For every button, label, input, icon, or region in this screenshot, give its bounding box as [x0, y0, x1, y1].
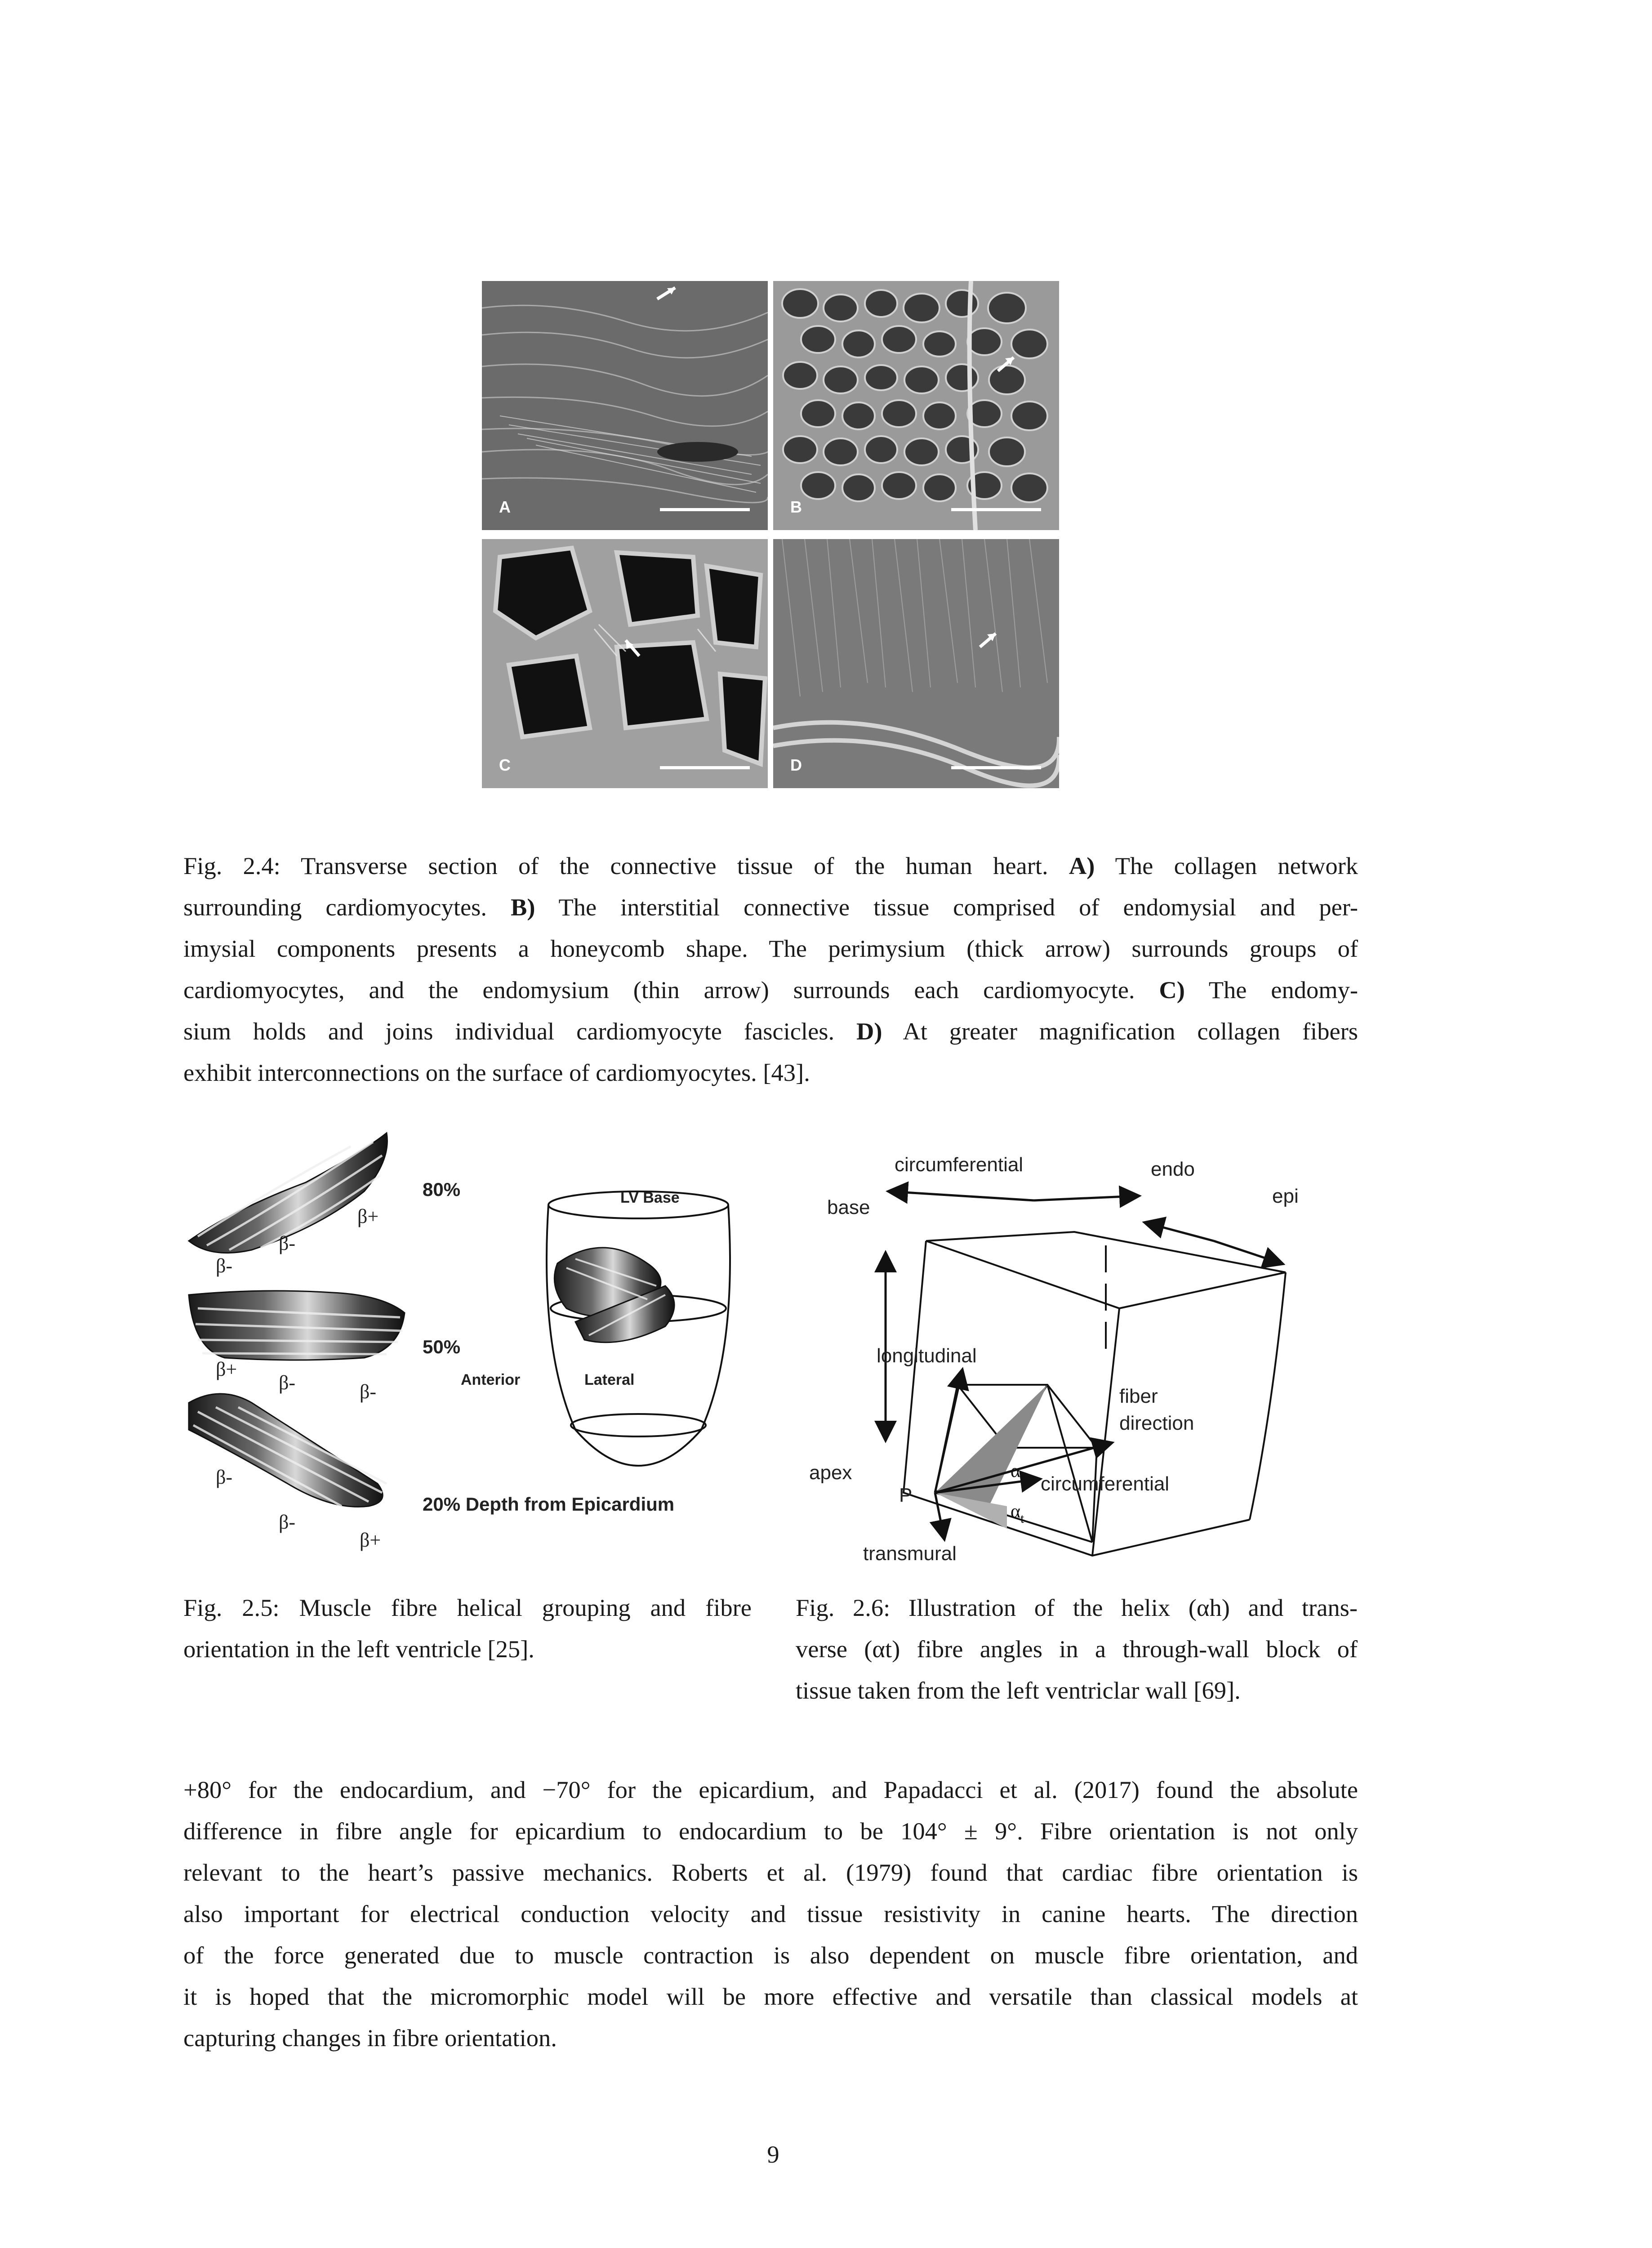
label-50-percent: 50%	[423, 1336, 461, 1357]
twisted-bundle	[554, 1248, 674, 1343]
honeycomb-texture	[773, 281, 1059, 530]
label-base: base	[827, 1196, 870, 1218]
label-longitudinal: longitudinal	[877, 1345, 977, 1367]
label-beta-minus: β-	[216, 1255, 233, 1277]
collagen-fibers-texture	[773, 539, 1059, 788]
label-epi: epi	[1272, 1185, 1299, 1207]
label-beta-plus: β+	[360, 1529, 381, 1551]
scale-bar-a	[660, 508, 750, 511]
figure-2-4-caption	[183, 845, 1358, 1093]
caption-line: Fig. 2.6: Illustration of the helix (αh) and trans-	[796, 1594, 1358, 1621]
micrograph-panel-c	[482, 539, 768, 788]
panel-letter-c: C	[499, 756, 511, 774]
label-80-percent: 80%	[423, 1179, 461, 1200]
scale-bar-b	[951, 508, 1041, 511]
body-line: of the force generated due to muscle contraction is also dependent on muscle fibre orientation, and	[183, 1941, 1358, 1969]
caption-line: cardiomyocytes, and the endomysium (thin arrow) surrounds each cardiomyocyte. C) The endomy-	[183, 976, 1358, 1004]
label-direction: direction	[1119, 1412, 1194, 1434]
scale-bar-d	[951, 766, 1041, 769]
fibre-band-20	[189, 1394, 387, 1507]
label-lv-base: LV Base	[620, 1189, 680, 1206]
label-beta-minus: β-	[360, 1381, 377, 1403]
body-paragraph	[183, 1769, 1358, 2059]
label-point-p: P	[899, 1484, 913, 1506]
collagen-network-texture	[482, 281, 768, 530]
figure-2-6-diagram	[796, 1133, 1344, 1574]
label-circumferential-top: circumferential	[895, 1154, 1024, 1176]
label-alpha-t: $\alpha_t$	[1011, 1501, 1024, 1526]
label-20-percent-depth: 20% Depth from Epicardium	[423, 1494, 675, 1515]
page-number: 9	[767, 2141, 779, 2168]
caption-line: tissue taken from the left ventriclar wall [69].	[796, 1677, 1241, 1704]
label-beta-plus: β+	[357, 1205, 379, 1227]
caption-line: surrounding cardiomyocytes. B) The interstitial connective tissue comprised of endomysial and per-	[183, 893, 1358, 921]
label-alpha-h: $\alpha_h$	[1011, 1461, 1028, 1485]
caption-line: verse (αt) fibre angles in a through-wall block of	[796, 1635, 1358, 1663]
label-beta-minus: β-	[279, 1232, 296, 1254]
label-endo: endo	[1151, 1158, 1195, 1180]
label-fiber: fiber	[1119, 1385, 1158, 1407]
caption-line: imysial components presents a honeycomb shape. The perimysium (thick arrow) surrounds groups of	[183, 935, 1358, 962]
label-transmural: transmural	[863, 1543, 957, 1565]
label-beta-plus: β+	[216, 1358, 237, 1380]
figure-2-6-caption	[796, 1587, 1358, 1711]
label-lateral: Lateral	[584, 1371, 635, 1388]
body-line: relevant to the heart’s passive mechanics. Roberts et al. (1979) found that cardiac fibre orientation is	[183, 1859, 1358, 1886]
endomysium-texture	[482, 539, 768, 788]
body-line: difference in fibre angle for epicardium to endocardium to be 104° ± 9°. Fibre orientation is not only	[183, 1817, 1358, 1845]
body-line: capturing changes in fibre orientation.	[183, 2024, 557, 2052]
figure-2-5-diagram	[171, 1115, 764, 1574]
label-beta-minus: β-	[216, 1466, 233, 1488]
label-beta-minus: β-	[279, 1372, 296, 1394]
micrograph-panel-b	[773, 281, 1059, 530]
caption-line: orientation in the left ventricle [25].	[183, 1635, 534, 1663]
label-apex: apex	[809, 1462, 852, 1484]
caption-line: Fig. 2.5: Muscle fibre helical grouping and fibre	[183, 1594, 752, 1621]
panel-letter-b: B	[790, 498, 802, 516]
fibre-band-50	[189, 1291, 405, 1360]
panel-letter-a: A	[499, 498, 511, 516]
body-line: +80° for the endocardium, and −70° for the epicardium, and Papadacci et al. (2017) found the absolute	[183, 1776, 1358, 1803]
caption-line: sium holds and joins individual cardiomyocyte fascicles. D) At greater magnification collagen fibers	[183, 1017, 1358, 1045]
label-beta-minus: β-	[279, 1511, 296, 1533]
scale-bar-c	[660, 766, 750, 769]
micrograph-panel-a	[482, 281, 768, 530]
panel-letter-d: D	[790, 756, 802, 774]
micrograph-panel-d	[773, 539, 1059, 788]
label-circumferential-inner: circumferential	[1041, 1473, 1170, 1495]
caption-line: exhibit interconnections on the surface of cardiomyocytes. [43].	[183, 1059, 810, 1086]
body-line: also important for electrical conduction velocity and tissue resistivity in canine hearts. The direction	[183, 1900, 1358, 1927]
transmural-arrow	[935, 1493, 944, 1538]
body-line: it is hoped that the micromorphic model will be more effective and versatile than classical models at	[183, 1983, 1358, 2010]
label-anterior: Anterior	[461, 1371, 521, 1388]
figure-2-5-caption	[183, 1587, 752, 1670]
caption-line: Fig. 2.4: Transverse section of the connective tissue of the human heart. A) The collagen network	[183, 852, 1358, 879]
